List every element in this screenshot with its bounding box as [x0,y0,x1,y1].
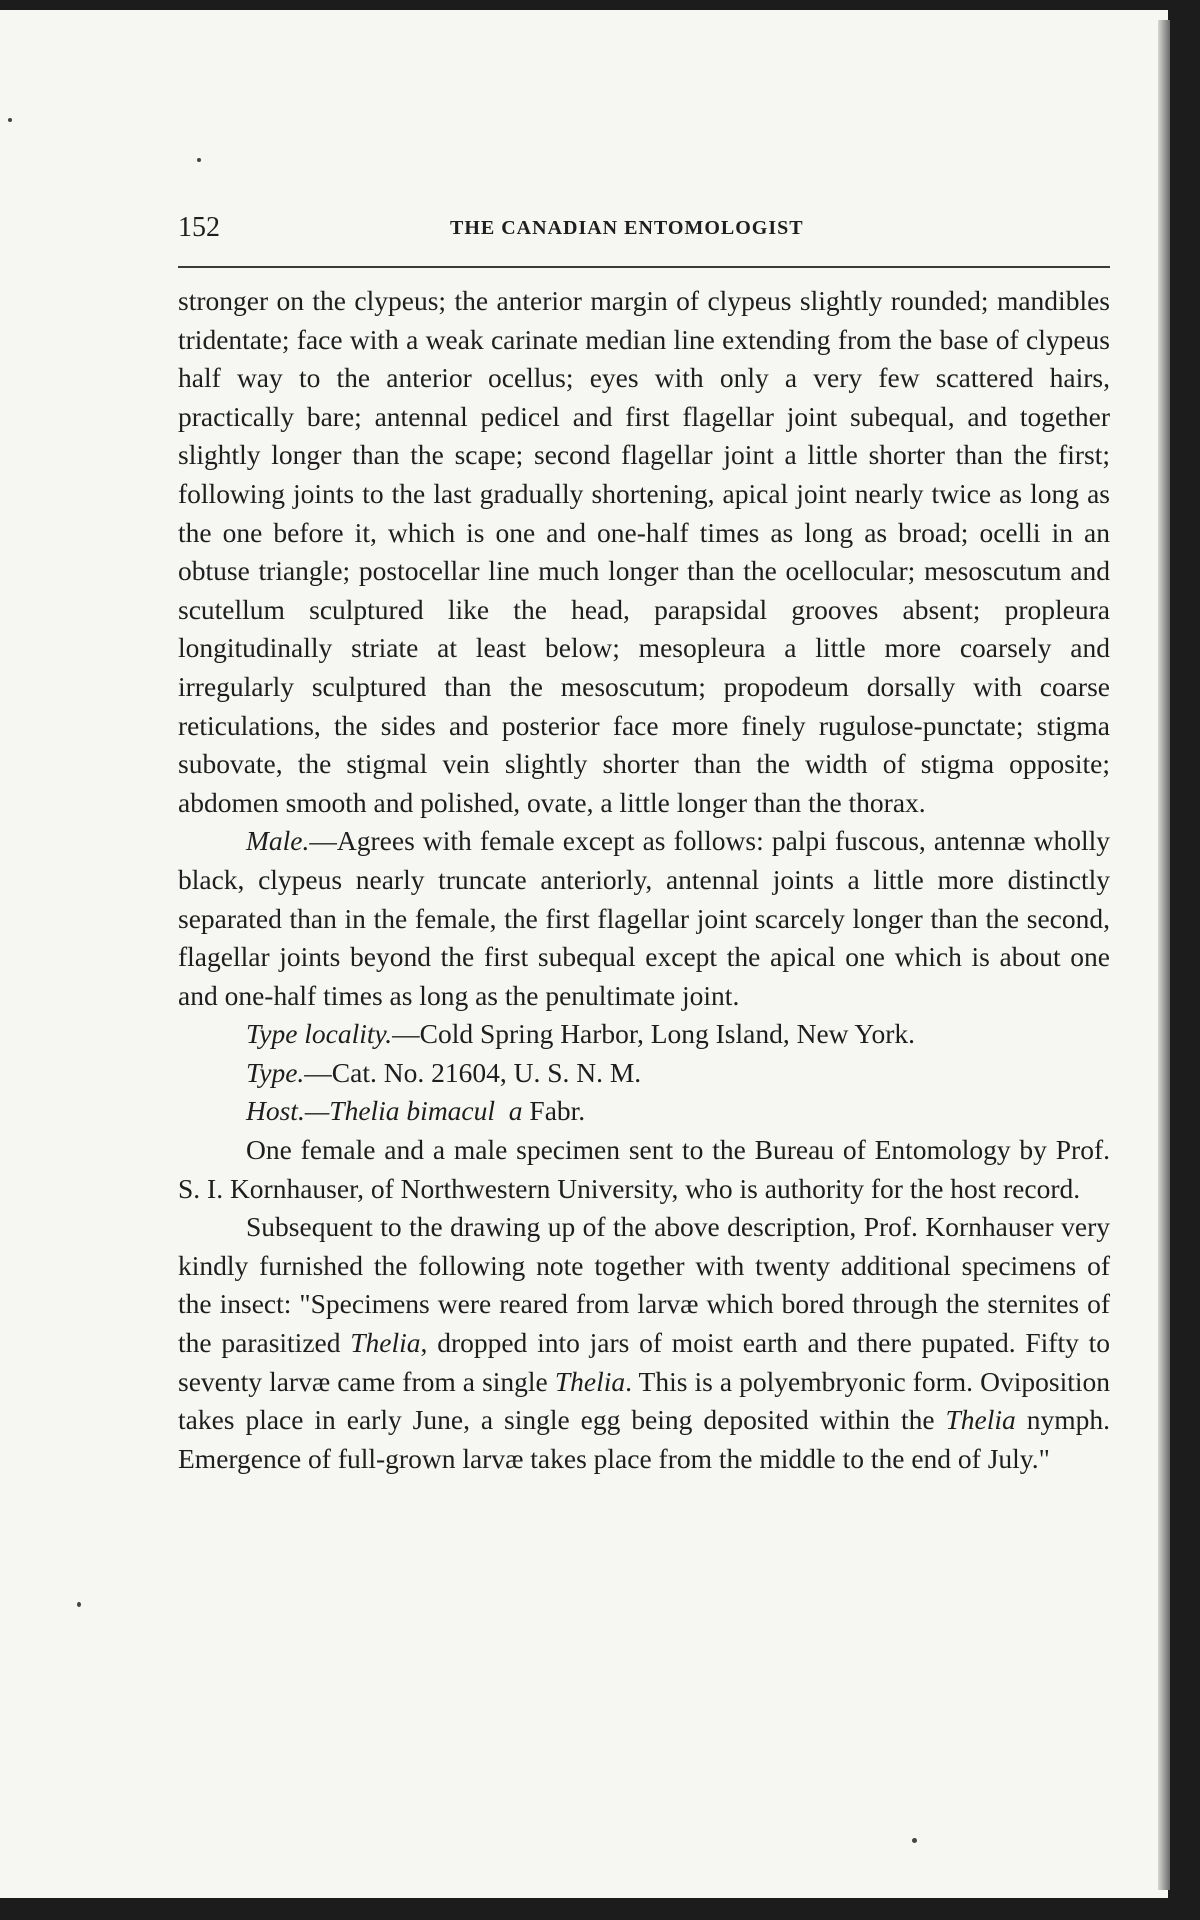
page-edge-shadow [1158,20,1170,1890]
body-text [178,282,1110,1478]
thelia-italic-1: Thelia [350,1327,421,1359]
paragraph-type [178,1054,1110,1093]
host-label: Host.—Thelia bimacul [246,1095,496,1127]
running-title: THE CANADIAN ENTOMOLOGIST [450,217,804,239]
male-label: Male. [246,825,310,857]
subsequent-text-3: . This is a polyembryonic form. Oviposition takes place in early June, a single egg being deposited within the [178,1365,1110,1436]
paragraph-subsequent [178,1208,1110,1478]
paragraph-type-locality [178,1015,1110,1054]
dust-speck [77,1602,81,1607]
host-label-end: a [508,1095,523,1127]
type-label: Type. [246,1056,305,1088]
paragraph-specimen: One female and a male specimen sent to the Bureau of Entomology by Prof. S. I. Kornhauser, of Northwestern University, who is authority for the host record. [178,1134,1110,1204]
subsequent-text-2: , dropped into jars of moist earth and there pupated. Fifty to seventy larvæ came from a single [178,1327,1111,1397]
host-text: Fabr. [522,1095,586,1127]
thelia-italic-2: Thelia [554,1365,626,1397]
paragraph-male [178,822,1110,1015]
paragraph-host [178,1092,1110,1131]
thelia-italic-3: Thelia [945,1404,1016,1436]
subsequent-text-4: nymph. Emergence of full-grown larvæ takes place from the middle to the end of July." [178,1404,1110,1474]
dust-speck [8,118,12,122]
page-header [178,212,1108,252]
male-text: —Agrees with female except as follows: palpi fuscous, antennæ wholly black, clypeus nearly truncate anteriorly, antennal joints a little more distinctly separated than in the female, the first flagellar joint scarcely longer than the second, flagellar joints beyond the first subequal except the apical one which is about one and one-half times as long as the penultimate joint. [178,825,1110,1011]
dust-speck [912,1838,917,1843]
host-label-gap [495,1095,509,1126]
header-rule [178,266,1110,268]
type-locality-label: Type locality. [246,1018,393,1050]
subsequent-text-1: Subsequent to the drawing up of the above description, Prof. Kornhauser very kindly furnished the following note together with twenty additional specimens of the insect: "Specimens were reared from larvæ which bored through the sternites of the parasitized [178,1211,1110,1359]
dust-speck [197,158,201,162]
type-locality-text: —Cold Spring Harbor, Long Island, New York. [392,1018,916,1050]
paragraph-description: stronger on the clypeus; the anterior margin of clypeus slightly rounded; mandibles tridentate; face with a weak carinate median line extending from the base of clypeus half way to the anterior ocellus; eyes with only a very few scattered hairs, practically bare; antennal pedicel and first flagellar joint subequal, and together slightly longer than the scape; second flagellar joint a little shorter than the first; following joints to the last gradually shortening, apical joint nearly twice as long as the one before it, which is one and one-half times as long as broad; ocelli in an obtuse triangle; postocellar line much longer than the ocellocular; mesoscutum and scutellum sculptured like the head, parapsidal grooves absent; propleura longitudinally striate at least below; mesopleura a little more coarsely and irregularly sculptured than the mesoscutum; propodeum dorsally with coarse reticulations, the sides and posterior face more finely rugulose-punctate; stigma subovate, the stigmal vein slightly shorter than the width of stigma opposite; abdomen smooth and polished, ovate, a little longer than the thorax. [178,285,1110,818]
type-text: —Cat. No. 21604, U. S. N. M. [304,1056,642,1088]
page-number: 152 [178,212,220,243]
